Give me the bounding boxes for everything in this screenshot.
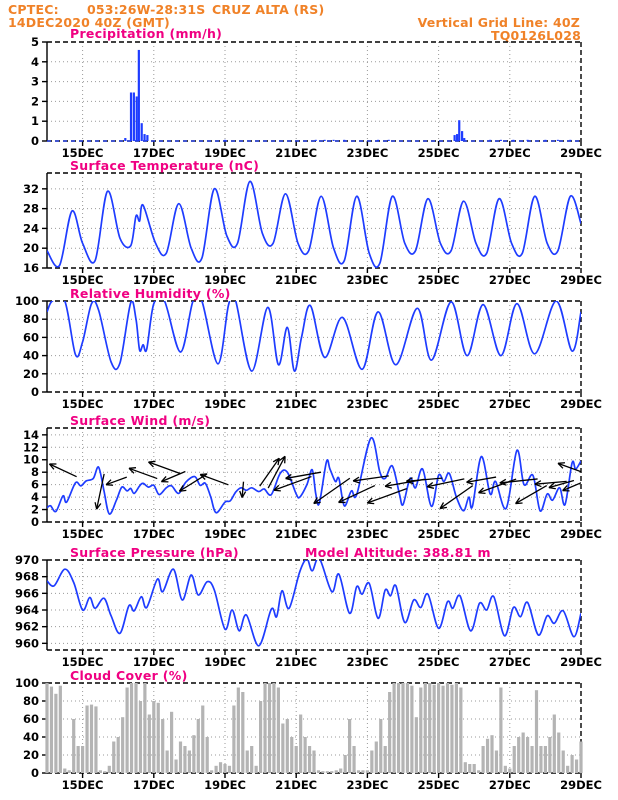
cloud-bar <box>126 688 129 774</box>
cloud-bar <box>459 688 462 774</box>
header-coords: 053:26W-28:31S <box>87 2 206 17</box>
cloud-bar <box>508 769 511 774</box>
y-tick-label: 20 <box>22 748 39 762</box>
cloud-bar <box>166 751 169 774</box>
cloud-bar <box>522 733 525 774</box>
cloud-bar <box>424 683 427 773</box>
cloud-bar <box>228 766 231 773</box>
cloud-bar <box>90 705 93 773</box>
cloud-bar <box>370 751 373 774</box>
cloud-bar <box>344 755 347 773</box>
y-tick-label: 962 <box>14 619 39 634</box>
y-tick-label: 2 <box>30 502 39 517</box>
y-tick-label: 2 <box>30 94 39 109</box>
wind-vector-arrow <box>161 471 185 481</box>
cloud-bar <box>348 719 351 773</box>
panel-cloud-cover <box>15 668 602 792</box>
cloud-bar <box>326 771 329 773</box>
cloud-bar <box>188 751 191 774</box>
x-tick-label: 19DEC <box>204 655 246 669</box>
precip-trace-bar <box>500 140 502 141</box>
panel-precipitation <box>31 26 602 160</box>
cloud-bar <box>352 746 355 773</box>
x-tick-label: 27DEC <box>488 655 531 669</box>
precip-bar <box>138 50 140 141</box>
cloud-bar <box>419 688 422 774</box>
x-tick-label: 29DEC <box>560 146 602 160</box>
cloud-bar <box>161 719 164 773</box>
x-tick-label: 15DEC <box>61 397 104 411</box>
cloud-bar <box>384 746 387 773</box>
cloud-bar <box>308 746 311 773</box>
cloud-bar <box>486 739 489 773</box>
cloud-bar <box>148 715 151 774</box>
model-altitude-label: Model Altitude: 388.81 m <box>305 545 491 560</box>
cloud-bar <box>312 751 315 774</box>
y-tick-label: 20 <box>22 241 39 256</box>
cloud-bar <box>152 701 155 773</box>
cloud-bar <box>406 683 409 773</box>
panel-title-surface-wind: Surface Wind (m/s) <box>70 413 211 428</box>
cloud-bar <box>388 692 391 773</box>
y-tick-label: 40 <box>22 730 39 744</box>
x-tick-label: 29DEC <box>560 778 602 792</box>
panel-title-surface-pressure: Surface Pressure (hPa) <box>70 545 239 560</box>
cloud-bar <box>232 706 235 774</box>
precip-bar <box>133 92 135 141</box>
wind-vector-arrow <box>339 486 375 503</box>
y-tick-label: 6 <box>30 477 39 492</box>
cloud-bar <box>272 683 275 773</box>
cloud-bar <box>81 746 84 773</box>
cloud-bar <box>401 683 404 773</box>
cloud-bar <box>366 770 369 773</box>
y-tick-label: 4 <box>30 54 39 69</box>
x-tick-label: 23DEC <box>346 655 389 669</box>
cloud-bar <box>237 688 240 774</box>
x-tick-label: 27DEC <box>488 146 531 160</box>
x-tick-label: 15DEC <box>61 273 104 287</box>
x-tick-label: 15DEC <box>61 527 104 541</box>
y-tick-label: 100 <box>14 676 39 690</box>
y-tick-label: 40 <box>22 348 39 363</box>
cloud-bar <box>428 683 431 773</box>
y-tick-label: 966 <box>14 586 39 601</box>
x-tick-label: 23DEC <box>346 778 389 792</box>
cloud-bar <box>50 687 53 773</box>
x-tick-label: 17DEC <box>132 273 175 287</box>
x-tick-label: 17DEC <box>132 146 175 160</box>
cloud-bar <box>246 751 249 774</box>
precip-bar <box>458 120 460 141</box>
cloud-bar <box>206 737 209 773</box>
x-tick-label: 27DEC <box>488 778 531 792</box>
panel-surface-wind <box>23 413 602 541</box>
cloud-bar <box>321 771 324 773</box>
y-tick-label: 1 <box>30 114 39 129</box>
precip-bar <box>141 123 143 141</box>
x-tick-label: 23DEC <box>346 527 389 541</box>
cloud-bar <box>63 769 66 774</box>
cloud-bar <box>59 686 62 773</box>
header-resolution: TQ0126L028 <box>490 28 581 43</box>
x-tick-label: 21DEC <box>275 778 318 792</box>
y-tick-label: 5 <box>30 35 39 49</box>
cloud-bar <box>557 733 560 774</box>
panel-title-precipitation: Precipitation (mm/h) <box>70 26 223 41</box>
precip-bar <box>143 134 145 141</box>
cloud-bar <box>473 764 476 773</box>
cloud-bar <box>539 746 542 773</box>
cloud-bar <box>290 737 293 773</box>
y-tick-label: 20 <box>22 366 39 381</box>
x-tick-label: 17DEC <box>132 527 175 541</box>
cloud-bar <box>446 683 449 773</box>
x-tick-label: 19DEC <box>204 527 246 541</box>
y-tick-label: 100 <box>14 294 39 308</box>
precip-bar <box>454 135 456 141</box>
cloud-bar <box>268 683 271 773</box>
x-tick-label: 27DEC <box>488 273 531 287</box>
y-tick-label: 28 <box>22 201 39 216</box>
y-tick-label: 10 <box>22 452 39 467</box>
precip-bar <box>461 131 463 141</box>
x-tick-label: 25DEC <box>417 778 460 792</box>
cloud-bar <box>477 770 480 773</box>
cloud-bar <box>495 751 498 774</box>
y-tick-label: 80 <box>22 312 39 327</box>
y-tick-label: 4 <box>30 490 39 505</box>
cloud-bar <box>490 735 493 773</box>
x-tick-label: 23DEC <box>346 146 389 160</box>
cloud-bar <box>219 762 222 773</box>
x-tick-label: 19DEC <box>204 273 246 287</box>
cloud-bar <box>183 746 186 773</box>
x-tick-label: 29DEC <box>560 655 602 669</box>
y-tick-label: 968 <box>14 569 39 584</box>
cloud-bar <box>170 712 173 773</box>
cloud-bar <box>357 770 360 773</box>
x-tick-label: 23DEC <box>346 397 389 411</box>
y-tick-label: 24 <box>22 221 39 236</box>
header-grid-line: Vertical Grid Line: 40Z <box>417 15 580 30</box>
x-tick-label: 21DEC <box>275 146 318 160</box>
x-tick-label: 29DEC <box>560 273 602 287</box>
x-tick-label: 25DEC <box>417 655 460 669</box>
x-tick-label: 17DEC <box>132 397 175 411</box>
relative-humidity-line <box>47 294 581 371</box>
cloud-bar <box>277 688 280 774</box>
precip-trace-bar <box>557 140 559 141</box>
cloud-bar <box>397 683 400 773</box>
cloud-bar <box>103 771 106 773</box>
x-tick-label: 17DEC <box>132 778 175 792</box>
y-tick-label: 0 <box>30 766 39 780</box>
panel-title-cloud-cover: Cloud Cover (%) <box>70 668 188 683</box>
cloud-bar <box>437 683 440 773</box>
cloud-bar <box>579 742 582 774</box>
cloud-bar <box>68 770 71 773</box>
cloud-bar <box>157 703 160 773</box>
cloud-bar <box>250 746 253 773</box>
cloud-bar <box>255 766 258 773</box>
precip-bar <box>130 92 132 141</box>
precip-trace-bar <box>324 140 326 141</box>
y-tick-label: 970 <box>14 553 39 567</box>
panel-surface-pressure <box>15 545 602 669</box>
y-tick-label: 16 <box>22 261 39 275</box>
cloud-bar <box>295 746 298 773</box>
x-tick-label: 21DEC <box>275 397 318 411</box>
cloud-bar <box>455 683 458 773</box>
cloud-bar <box>139 701 142 773</box>
cloud-bar <box>54 694 57 773</box>
x-tick-label: 19DEC <box>204 146 246 160</box>
cloud-bar <box>517 737 520 773</box>
cloud-bar <box>464 762 467 773</box>
x-tick-label: 21DEC <box>275 655 318 669</box>
wind-vector-arrow <box>516 486 547 504</box>
x-tick-label: 25DEC <box>417 397 460 411</box>
wind-vector-arrow <box>149 461 181 473</box>
cloud-bar <box>317 770 320 773</box>
cloud-bar <box>259 701 262 773</box>
cloud-bar <box>562 751 565 774</box>
cloud-bar <box>45 683 48 773</box>
cloud-bar <box>130 683 133 773</box>
cloud-bar <box>375 742 378 774</box>
cloud-bar <box>548 737 551 773</box>
y-tick-label: 60 <box>22 330 39 345</box>
cloud-bar <box>210 770 213 773</box>
cloud-bar <box>77 746 80 773</box>
x-tick-label: 15DEC <box>61 778 104 792</box>
y-tick-label: 964 <box>14 603 39 617</box>
cloud-bar <box>174 760 177 774</box>
cloud-bar <box>450 685 453 773</box>
precip-trace-bar <box>315 140 317 141</box>
cloud-bar <box>112 742 115 774</box>
cloud-bar <box>335 770 338 773</box>
cloud-bar <box>94 706 97 773</box>
x-tick-label: 25DEC <box>417 527 460 541</box>
cloud-bar <box>108 766 111 773</box>
x-tick-label: 25DEC <box>417 273 460 287</box>
wind-vector-arrow <box>467 477 497 484</box>
header-station: CRUZ ALTA (RS) <box>212 2 325 17</box>
cloud-bar <box>393 683 396 773</box>
y-tick-label: 60 <box>22 712 39 726</box>
y-tick-label: 12 <box>22 440 39 455</box>
x-tick-label: 19DEC <box>204 778 246 792</box>
y-tick-label: 960 <box>14 636 39 651</box>
cloud-bar <box>286 719 289 773</box>
x-tick-label: 29DEC <box>560 397 602 411</box>
x-tick-label: 29DEC <box>560 527 602 541</box>
x-tick-label: 27DEC <box>488 527 531 541</box>
cloud-bar <box>566 766 569 773</box>
x-tick-label: 27DEC <box>488 397 531 411</box>
cloud-bar <box>121 717 124 773</box>
surface-pressure-line <box>47 558 581 646</box>
cloud-bar <box>415 717 418 773</box>
y-tick-label: 3 <box>30 74 39 89</box>
wind-vector-arrow <box>106 477 127 485</box>
x-tick-label: 25DEC <box>417 146 460 160</box>
cloud-bar <box>117 737 120 773</box>
cloud-bar <box>99 770 102 773</box>
cloud-bar <box>263 683 266 773</box>
header-run-time: 14DEC2020 40Z (GMT) <box>8 15 170 30</box>
cloud-bar <box>433 685 436 773</box>
cloud-bar <box>513 746 516 773</box>
cloud-bar <box>192 735 195 773</box>
cloud-bar <box>281 724 284 774</box>
cloud-bar <box>339 769 342 774</box>
panel-title-surface-temperature: Surface Temperature (nC) <box>70 158 260 173</box>
y-tick-label: 80 <box>22 694 39 708</box>
cloud-bar <box>544 746 547 773</box>
cloud-bar <box>468 764 471 773</box>
x-tick-label: 21DEC <box>275 273 318 287</box>
precip-bar <box>136 96 138 141</box>
cloud-bar <box>143 683 146 773</box>
cloud-bar <box>197 719 200 773</box>
precip-trace-bar <box>388 140 390 141</box>
y-tick-label: 14 <box>22 427 39 442</box>
wind-vector-arrow <box>95 474 104 509</box>
cloud-bar <box>361 770 364 773</box>
cloud-bar <box>482 746 485 773</box>
y-tick-label: 32 <box>22 181 39 196</box>
cloud-bar <box>223 764 226 773</box>
x-tick-label: 15DEC <box>61 655 104 669</box>
panel-surface-temperature <box>23 158 602 287</box>
x-tick-label: 17DEC <box>132 655 175 669</box>
cloud-bar <box>72 719 75 773</box>
y-tick-label: 8 <box>30 465 39 480</box>
cloud-bar <box>575 760 578 774</box>
precip-bar <box>124 138 126 141</box>
precip-bar <box>146 135 148 141</box>
y-tick-label: 0 <box>30 385 39 399</box>
panel-relative-humidity <box>15 286 602 411</box>
wind-vector-arrow <box>49 464 76 477</box>
cloud-bar <box>441 686 444 773</box>
cloud-bar <box>379 719 382 773</box>
y-tick-label: 0 <box>30 134 39 148</box>
cloud-bar <box>410 686 413 773</box>
wind-vector-arrow <box>129 468 157 479</box>
y-tick-label: 0 <box>30 515 39 529</box>
cloud-bar <box>526 737 529 773</box>
x-tick-label: 19DEC <box>204 397 246 411</box>
header-source: CPTEC: <box>8 2 59 17</box>
x-tick-label: 15DEC <box>61 146 104 160</box>
cloud-bar <box>330 771 333 773</box>
panel-title-relative-humidity: Relative Humidity (%) <box>70 286 231 301</box>
surface-temperature-line <box>47 181 581 267</box>
x-tick-label: 21DEC <box>275 527 318 541</box>
cloud-bar <box>553 715 556 774</box>
cloud-bar <box>179 742 182 774</box>
cloud-bar <box>215 766 218 773</box>
x-tick-label: 23DEC <box>346 273 389 287</box>
cloud-bar <box>85 706 88 774</box>
cloud-bar <box>304 737 307 773</box>
cloud-bar <box>241 692 244 773</box>
precip-trace-bar <box>333 140 335 141</box>
cloud-bar <box>535 690 538 773</box>
precip-bar <box>456 134 458 141</box>
cloud-bar <box>504 766 507 773</box>
cloud-bar <box>499 688 502 774</box>
cloud-bar <box>201 706 204 774</box>
cloud-bar <box>299 715 302 774</box>
cloud-bar <box>571 755 574 773</box>
cloud-bar <box>530 746 533 773</box>
cloud-bar <box>134 683 137 773</box>
